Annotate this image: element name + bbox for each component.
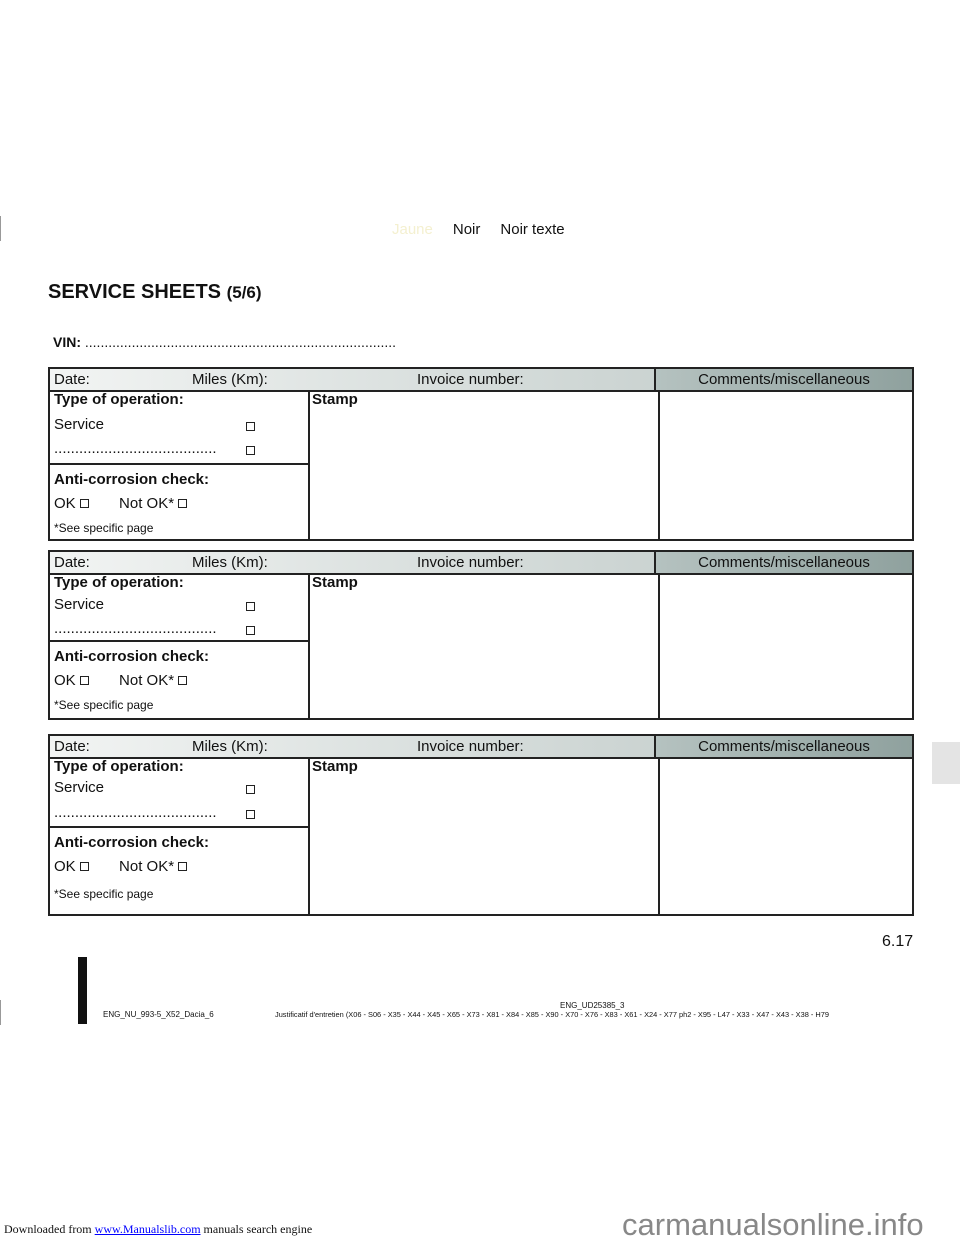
service-label: Service [54,779,105,796]
watermark: carmanualsonline.info [622,1207,924,1242]
color-noir-texte: Noir texte [500,221,565,238]
invoice-label: Invoice number: [417,554,524,571]
black-bar [78,957,87,1024]
vin-line [53,334,396,350]
footer-code: ENG_NU_993-5_X52_Dacia_6 [103,1010,214,1019]
page-number: 6.17 [882,933,914,950]
other-checkbox[interactable] [246,626,255,635]
sheet-header [50,369,912,392]
ok-checkbox[interactable] [80,676,89,685]
stamp-column [308,390,660,539]
service-label: Service [54,596,105,613]
ok-label: OK [54,672,76,689]
manualslib-link[interactable]: www.Manualslib.com [94,1222,201,1236]
ok-checkbox[interactable] [80,499,89,508]
ok-label: OK [54,858,76,875]
not-ok-label: Not OK* [119,495,175,512]
stamp-column [308,757,660,914]
vin-dots: ................................................................................ [84,334,397,350]
service-checkbox[interactable] [246,602,255,611]
other-dots: ....................................... [54,440,217,457]
date-label: Date: [54,738,90,755]
sheet-header [50,552,912,575]
stamp-label: Stamp [312,574,358,591]
ok-label: OK [54,495,76,512]
service-sheet [48,550,914,720]
not-ok-checkbox[interactable] [178,862,187,871]
anti-corrosion-label: Anti-corrosion check: [54,471,210,488]
not-ok-label: Not OK* [119,672,175,689]
print-colors [392,221,585,239]
type-of-operation-label: Type of operation: [54,391,184,408]
see-specific-page: *See specific page [54,521,154,535]
service-label: Service [54,416,105,433]
miles-label: Miles (Km): [192,738,268,755]
operation-column [50,757,310,914]
operation-column [50,390,310,539]
see-specific-page: *See specific page [54,698,154,712]
stamp-label: Stamp [312,758,358,775]
not-ok-checkbox[interactable] [178,676,187,685]
stamp-column [308,573,660,718]
other-dots: ....................................... [54,804,217,821]
ok-row [54,858,187,875]
ok-row [54,672,187,689]
comments-label: Comments/miscellaneous [654,736,912,757]
other-checkbox[interactable] [246,810,255,819]
title-suffix: (5/6) [226,283,262,302]
type-of-operation-label: Type of operation: [54,574,184,591]
comments-label: Comments/miscellaneous [654,552,912,573]
color-noir: Noir [452,221,481,238]
title-text: SERVICE SHEETS [48,281,222,303]
service-checkbox[interactable] [246,785,255,794]
download-note [4,1222,312,1237]
miles-label: Miles (Km): [192,554,268,571]
service-sheet [48,367,914,541]
operation-column [50,573,310,718]
date-label: Date: [54,554,90,571]
service-checkbox[interactable] [246,422,255,431]
invoice-label: Invoice number: [417,738,524,755]
crop-mark [0,216,1,241]
ok-row [54,495,187,512]
comments-label: Comments/miscellaneous [654,369,912,390]
anti-corrosion-label: Anti-corrosion check: [54,834,210,851]
download-prefix: Downloaded from [4,1222,92,1236]
crop-mark [0,1000,1,1025]
ok-checkbox[interactable] [80,862,89,871]
chapter-tab [932,742,960,784]
download-suffix: manuals search engine [203,1222,313,1236]
footer-desc: Justificatif d'entretien (X06 - S06 - X35 - X44 - X45 - X65 - X73 - X81 - X84 - X85 - X90 - X70 - X76 - X83 - X61 - X24 - X77 ph2 - X95 - L47 - X33 - X47 - X43 - X38 - H79 [275,1010,829,1019]
page-title [48,281,262,304]
type-of-operation-label: Type of operation: [54,758,184,775]
not-ok-label: Not OK* [119,858,175,875]
vin-label: VIN: [53,334,81,350]
service-sheet [48,734,914,916]
sheet-header [50,736,912,759]
not-ok-checkbox[interactable] [178,499,187,508]
invoice-label: Invoice number: [417,371,524,388]
color-jaune: Jaune [392,221,433,238]
see-specific-page: *See specific page [54,887,154,901]
stamp-label: Stamp [312,391,358,408]
anti-corrosion-label: Anti-corrosion check: [54,648,210,665]
other-checkbox[interactable] [246,446,255,455]
footer-ref: ENG_UD25385_3 [560,1001,625,1010]
miles-label: Miles (Km): [192,371,268,388]
other-dots: ....................................... [54,620,217,637]
date-label: Date: [54,371,90,388]
